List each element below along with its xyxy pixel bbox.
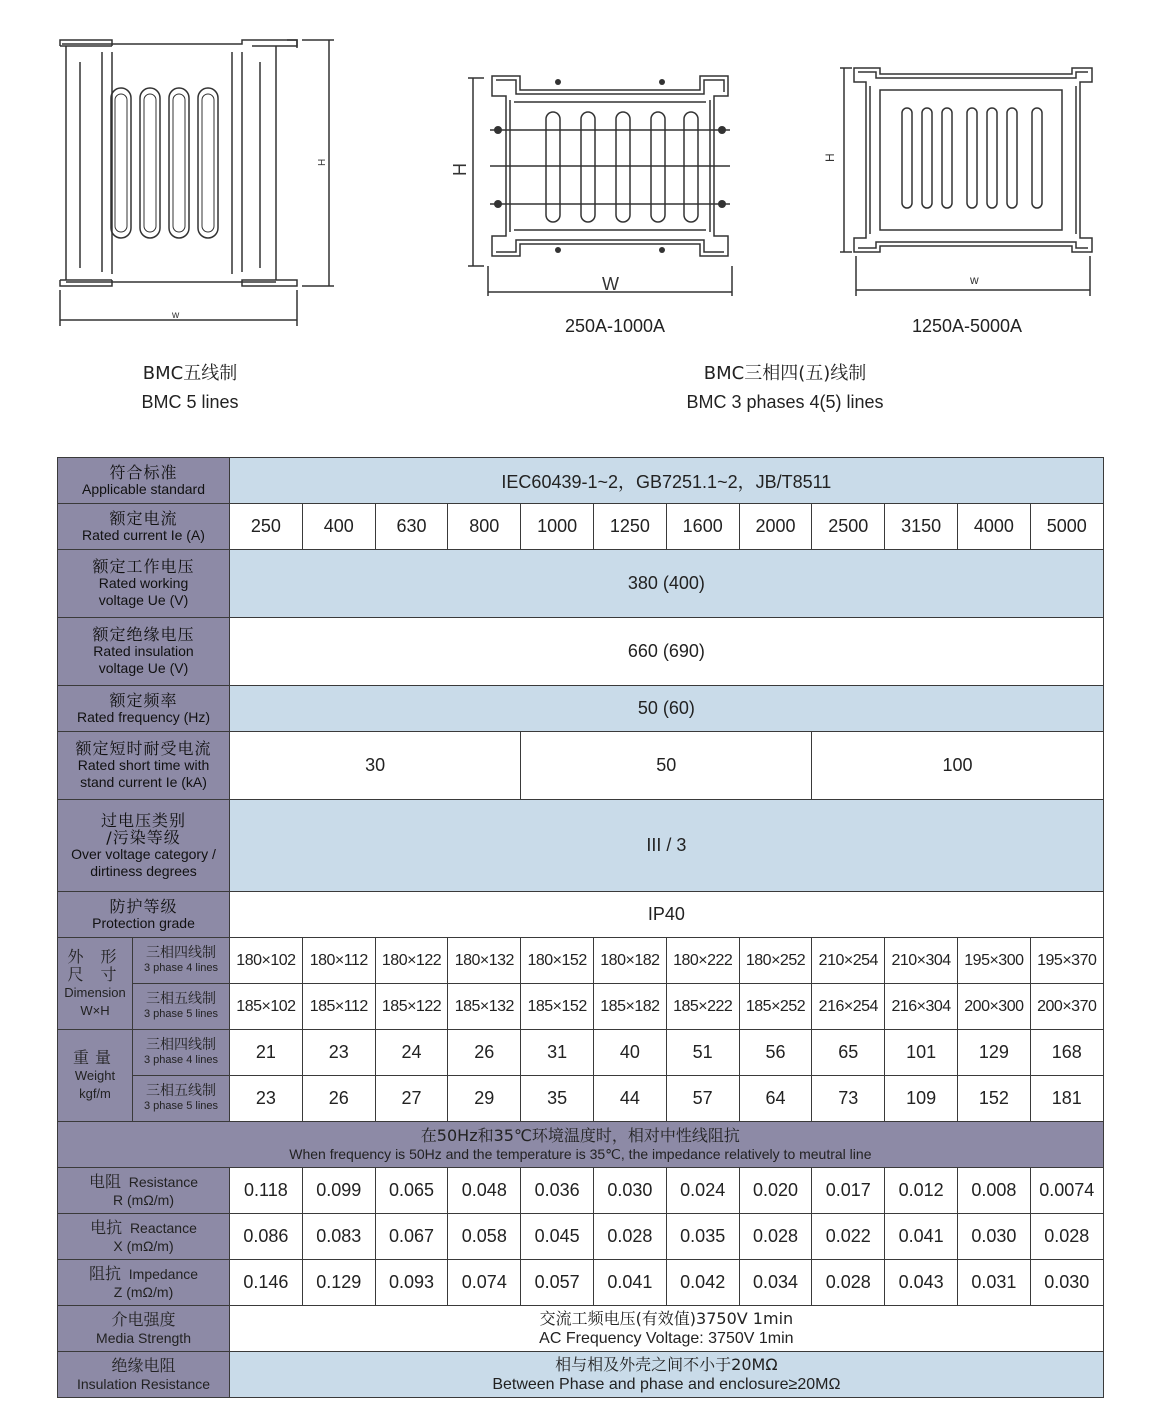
standard-value: IEC60439-1~2，GB7251.1~2，JB/T8511 bbox=[230, 458, 1104, 504]
hdr-reactance: 电抗 Reactance X (mΩ/m) bbox=[58, 1214, 230, 1260]
row-dimension-5 bbox=[58, 984, 1104, 1030]
dim4-cell: 180×252 bbox=[739, 938, 812, 984]
dim5-cell: 216×304 bbox=[885, 984, 958, 1030]
current-cell: 1600 bbox=[666, 504, 739, 550]
weight4-cell: 51 bbox=[666, 1030, 739, 1076]
impedance-cell: 0.093 bbox=[375, 1260, 448, 1306]
current-cell: 2000 bbox=[739, 504, 812, 550]
current-cell: 1250 bbox=[594, 504, 667, 550]
short-time-30: 30 bbox=[230, 732, 521, 800]
reactance-cell: 0.035 bbox=[666, 1214, 739, 1260]
weight5-cell: 27 bbox=[375, 1076, 448, 1122]
row-impedance-note bbox=[58, 1122, 1104, 1168]
dim4-cell: 180×182 bbox=[594, 938, 667, 984]
resistance-cell: 0.048 bbox=[448, 1168, 521, 1214]
reactance-cell: 0.028 bbox=[1030, 1214, 1103, 1260]
spec-table bbox=[57, 457, 1104, 1398]
bmc5-w-label: w bbox=[172, 310, 180, 321]
resistance-cell: 0.099 bbox=[302, 1168, 375, 1214]
frequency-value: 50 (60) bbox=[230, 686, 1104, 732]
current-cell: 800 bbox=[448, 504, 521, 550]
large-w-label: w bbox=[970, 273, 979, 287]
resistance-cell: 0.036 bbox=[521, 1168, 594, 1214]
series-five-lines bbox=[100, 360, 280, 416]
protection-value: IP40 bbox=[230, 892, 1104, 938]
impedance-cell: 0.028 bbox=[812, 1260, 885, 1306]
insulation-voltage-value: 660 (690) bbox=[230, 618, 1104, 686]
row-short-time bbox=[58, 732, 1104, 800]
weight5-cell: 29 bbox=[448, 1076, 521, 1122]
impedance-note: 在50Hz和35℃环境温度时，相对中性线阻抗 When frequency is 50Hz and the temperature is 35℃, the impedance relatively to meutral line bbox=[58, 1122, 1104, 1168]
weight5-cell: 35 bbox=[521, 1076, 594, 1122]
impedance-cell: 0.043 bbox=[885, 1260, 958, 1306]
row-weight-4 bbox=[58, 1030, 1104, 1076]
dim4-cell: 180×222 bbox=[666, 938, 739, 984]
hdr-weight: 重量 Weight kgf/m bbox=[58, 1030, 133, 1122]
series-three-phase-en: BMC 3 phases 4(5) lines bbox=[686, 392, 884, 412]
hdr-short-time: 额定短时耐受电流 Rated short time with stand current Ie (kA) bbox=[58, 732, 230, 800]
hdr-protection: 防护等级 Protection grade bbox=[58, 892, 230, 938]
reactance-cell: 0.041 bbox=[885, 1214, 958, 1260]
row-dimension-4 bbox=[58, 938, 1104, 984]
hdr-standard: 符合标准 Applicable standard bbox=[58, 458, 230, 504]
hdr-insulation-voltage: 额定绝缘电压 Rated insulation voltage Ue (V) bbox=[58, 618, 230, 686]
row-overvoltage bbox=[58, 800, 1104, 892]
impedance-cell: 0.034 bbox=[739, 1260, 812, 1306]
row-reactance bbox=[58, 1214, 1104, 1260]
current-cell: 3150 bbox=[885, 504, 958, 550]
reactance-cell: 0.058 bbox=[448, 1214, 521, 1260]
weight5-cell: 44 bbox=[594, 1076, 667, 1122]
sub-dim-5: 三相五线制 3 phase 5 lines bbox=[133, 984, 230, 1030]
resistance-cell: 0.030 bbox=[594, 1168, 667, 1214]
working-voltage-value: 380 (400) bbox=[230, 550, 1104, 618]
row-impedance bbox=[58, 1260, 1104, 1306]
reactance-cell: 0.022 bbox=[812, 1214, 885, 1260]
impedance-cell: 0.042 bbox=[666, 1260, 739, 1306]
row-frequency bbox=[58, 686, 1104, 732]
series-three-phase bbox=[640, 360, 930, 416]
weight5-cell: 64 bbox=[739, 1076, 812, 1122]
weight4-cell: 168 bbox=[1030, 1030, 1103, 1076]
resistance-cell: 0.012 bbox=[885, 1168, 958, 1214]
dim5-cell: 185×152 bbox=[521, 984, 594, 1030]
hdr-working-voltage: 额定工作电压 Rated working voltage Ue (V) bbox=[58, 550, 230, 618]
dim4-cell: 180×152 bbox=[521, 938, 594, 984]
impedance-cell: 0.146 bbox=[230, 1260, 303, 1306]
current-cell: 1000 bbox=[521, 504, 594, 550]
row-rated-current bbox=[58, 504, 1104, 550]
weight5-cell: 26 bbox=[302, 1076, 375, 1122]
hdr-resistance: 电阻 Resistance R (mΩ/m) bbox=[58, 1168, 230, 1214]
reactance-cell: 0.030 bbox=[957, 1214, 1030, 1260]
hdr-frequency: 额定频率 Rated frequency (Hz) bbox=[58, 686, 230, 732]
resistance-cell: 0.020 bbox=[739, 1168, 812, 1214]
bmc5-h-label: H bbox=[317, 158, 328, 166]
series-three-phase-cn: BMC三相四(五)线制 bbox=[703, 363, 867, 384]
small-diagram-caption: 250A-1000A bbox=[564, 316, 666, 336]
weight4-cell: 24 bbox=[375, 1030, 448, 1076]
bmc-1250-5000-diagram bbox=[822, 60, 1102, 300]
hdr-dimension: 外 形 尺 寸 Dimension W×H bbox=[58, 938, 133, 1030]
impedance-cell: 0.041 bbox=[594, 1260, 667, 1306]
resistance-cell: 0.0074 bbox=[1030, 1168, 1103, 1214]
bmc-250-1000-diagram bbox=[448, 68, 748, 303]
resistance-cell: 0.017 bbox=[812, 1168, 885, 1214]
weight5-cell: 152 bbox=[957, 1076, 1030, 1122]
bmc-5-lines-diagram bbox=[52, 32, 347, 327]
weight5-cell: 181 bbox=[1030, 1076, 1103, 1122]
weight4-cell: 101 bbox=[885, 1030, 958, 1076]
weight4-cell: 65 bbox=[812, 1030, 885, 1076]
row-standard bbox=[58, 458, 1104, 504]
series-five-lines-en: BMC 5 lines bbox=[141, 392, 239, 412]
dim4-cell: 180×132 bbox=[448, 938, 521, 984]
current-cell: 630 bbox=[375, 504, 448, 550]
row-working-voltage bbox=[58, 550, 1104, 618]
impedance-cell: 0.074 bbox=[448, 1260, 521, 1306]
media-strength-value: 交流工频电压(有效值)3750V 1min AC Frequency Voltage: 3750V 1min bbox=[230, 1306, 1104, 1352]
dim5-cell: 185×102 bbox=[230, 984, 303, 1030]
current-cell: 2500 bbox=[812, 504, 885, 550]
dim5-cell: 185×122 bbox=[375, 984, 448, 1030]
small-w-label: W bbox=[602, 274, 619, 294]
reactance-cell: 0.028 bbox=[594, 1214, 667, 1260]
row-resistance bbox=[58, 1168, 1104, 1214]
dim4-cell: 210×254 bbox=[812, 938, 885, 984]
current-cell: 250 bbox=[230, 504, 303, 550]
large-diagram-caption: 1250A-5000A bbox=[911, 316, 1023, 336]
current-cell: 400 bbox=[302, 504, 375, 550]
resistance-cell: 0.065 bbox=[375, 1168, 448, 1214]
weight5-cell: 109 bbox=[885, 1076, 958, 1122]
row-protection bbox=[58, 892, 1104, 938]
large-h-label: H bbox=[823, 153, 837, 162]
current-cell: 5000 bbox=[1030, 504, 1103, 550]
short-time-100: 100 bbox=[812, 732, 1103, 800]
reactance-cell: 0.045 bbox=[521, 1214, 594, 1260]
weight4-cell: 40 bbox=[594, 1030, 667, 1076]
dim5-cell: 200×370 bbox=[1030, 984, 1103, 1030]
sub-weight-4: 三相四线制 3 phase 4 lines bbox=[133, 1030, 230, 1076]
hdr-insulation-resistance: 绝缘电阻 Insulation Resistance bbox=[58, 1352, 230, 1398]
hdr-overvoltage: 过电压类别 /污染等级 Over voltage category / dirtiness degrees bbox=[58, 800, 230, 892]
reactance-cell: 0.083 bbox=[302, 1214, 375, 1260]
row-media-strength bbox=[58, 1306, 1104, 1352]
weight4-cell: 26 bbox=[448, 1030, 521, 1076]
row-weight-5 bbox=[58, 1076, 1104, 1122]
small-h-label: H bbox=[450, 163, 470, 176]
dim4-cell: 180×102 bbox=[230, 938, 303, 984]
insulation-resistance-value: 相与相及外壳之间不小于20MΩ Between Phase and phase and enclosure≥20MΩ bbox=[230, 1352, 1104, 1398]
weight5-cell: 23 bbox=[230, 1076, 303, 1122]
resistance-cell: 0.118 bbox=[230, 1168, 303, 1214]
dim5-cell: 185×222 bbox=[666, 984, 739, 1030]
short-time-50: 50 bbox=[521, 732, 812, 800]
impedance-cell: 0.031 bbox=[957, 1260, 1030, 1306]
reactance-cell: 0.086 bbox=[230, 1214, 303, 1260]
weight5-cell: 73 bbox=[812, 1076, 885, 1122]
reactance-cell: 0.028 bbox=[739, 1214, 812, 1260]
impedance-cell: 0.129 bbox=[302, 1260, 375, 1306]
hdr-impedance: 阻抗 Impedance Z (mΩ/m) bbox=[58, 1260, 230, 1306]
series-five-lines-cn: BMC五线制 bbox=[142, 363, 238, 384]
impedance-cell: 0.057 bbox=[521, 1260, 594, 1306]
sub-weight-5: 三相五线制 3 phase 5 lines bbox=[133, 1076, 230, 1122]
weight4-cell: 23 bbox=[302, 1030, 375, 1076]
dim4-cell: 210×304 bbox=[885, 938, 958, 984]
weight4-cell: 21 bbox=[230, 1030, 303, 1076]
dim5-cell: 200×300 bbox=[957, 984, 1030, 1030]
weight4-cell: 31 bbox=[521, 1030, 594, 1076]
hdr-media-strength: 介电强度 Media Strength bbox=[58, 1306, 230, 1352]
dim4-cell: 180×122 bbox=[375, 938, 448, 984]
dim4-cell: 180×112 bbox=[302, 938, 375, 984]
weight5-cell: 57 bbox=[666, 1076, 739, 1122]
sub-dim-4: 三相四线制 3 phase 4 lines bbox=[133, 938, 230, 984]
current-cell: 4000 bbox=[957, 504, 1030, 550]
reactance-cell: 0.067 bbox=[375, 1214, 448, 1260]
overvoltage-value: III / 3 bbox=[230, 800, 1104, 892]
dim5-cell: 216×254 bbox=[812, 984, 885, 1030]
dim4-cell: 195×300 bbox=[957, 938, 1030, 984]
impedance-cell: 0.030 bbox=[1030, 1260, 1103, 1306]
resistance-cell: 0.024 bbox=[666, 1168, 739, 1214]
row-insulation-voltage bbox=[58, 618, 1104, 686]
row-insulation-resistance bbox=[58, 1352, 1104, 1398]
dim5-cell: 185×252 bbox=[739, 984, 812, 1030]
dim5-cell: 185×132 bbox=[448, 984, 521, 1030]
dim4-cell: 195×370 bbox=[1030, 938, 1103, 984]
weight4-cell: 129 bbox=[957, 1030, 1030, 1076]
weight4-cell: 56 bbox=[739, 1030, 812, 1076]
resistance-cell: 0.008 bbox=[957, 1168, 1030, 1214]
dim5-cell: 185×112 bbox=[302, 984, 375, 1030]
hdr-rated-current: 额定电流 Rated current Ie (A) bbox=[58, 504, 230, 550]
dim5-cell: 185×182 bbox=[594, 984, 667, 1030]
